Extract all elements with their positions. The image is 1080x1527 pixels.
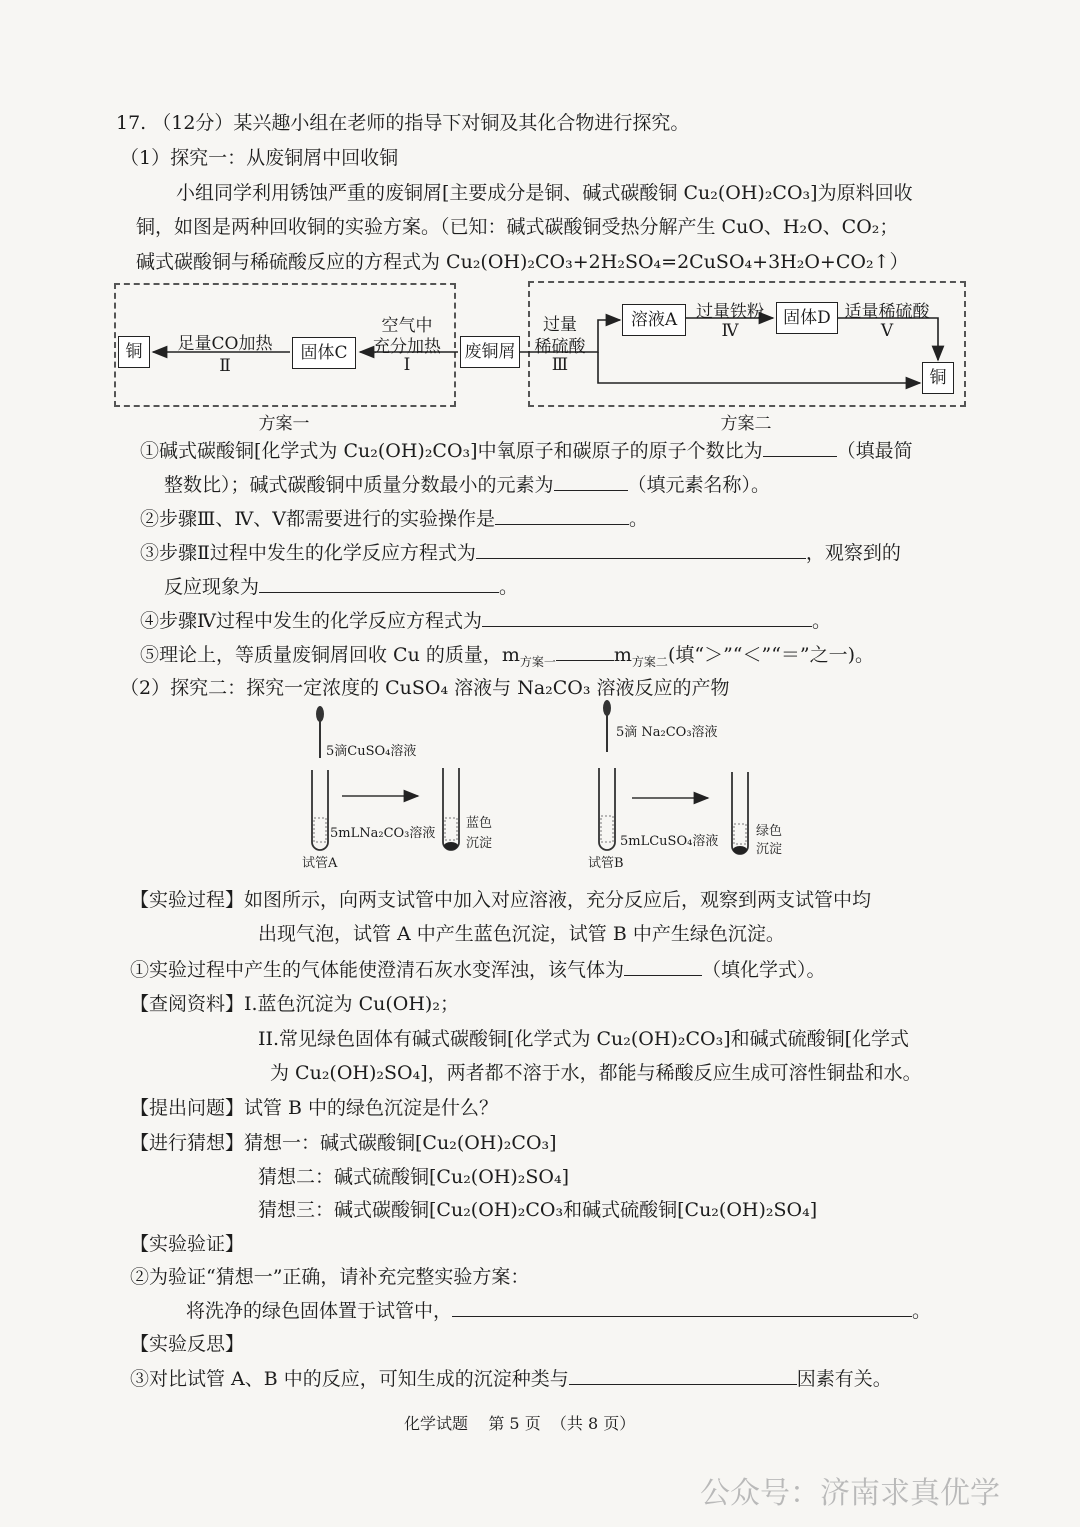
label-ppt-b1: 绿色 xyxy=(756,824,783,839)
part1-title: （1）探究一：从废铜屑中回收铜 xyxy=(120,147,399,169)
dropper-bulb-a xyxy=(316,706,324,722)
node-solid-d: 固体D xyxy=(776,302,838,334)
node-scrap: 废铜屑 xyxy=(460,336,520,368)
dropper-bulb-b xyxy=(603,700,611,716)
answer-blank-10[interactable] xyxy=(569,1366,797,1385)
step4-label: 过量铁粉 xyxy=(696,302,764,322)
verify-label: 【实验验证】 xyxy=(130,1233,245,1255)
guess-line-2: 猜想二：碱式硫酸铜[Cu₂(OH)₂SO₄] xyxy=(258,1166,570,1188)
sub-q3-line1: ③步骤Ⅱ过程中发生的化学反应方程式为 ，观察到的 xyxy=(140,542,901,564)
precipitate-a xyxy=(444,842,458,850)
label-ppt-a2: 沉淀 xyxy=(466,836,493,851)
label-ppt-b2: 沉淀 xyxy=(756,842,783,857)
ref-line-2: II.常见绿色固体有碱式碳酸铜[化学式为 Cu₂(OH)₂CO₃]和碱式硫酸铜[化学式 xyxy=(258,1028,910,1050)
intro-line-1: 小组同学利用锈蚀严重的废铜屑[主要成分是铜、碱式碳酸铜 Cu₂(OH)₂CO₃]为原料回收 xyxy=(176,182,913,204)
step4-num: Ⅳ xyxy=(721,321,739,341)
label-tube-b: 试管B xyxy=(588,856,624,871)
label-drop-b: 5滴 Na₂CO₃溶液 xyxy=(616,725,718,740)
page-footer: 化学试题 第 5 页 （共 8 页） xyxy=(404,1414,636,1433)
plan1-caption: 方案一 xyxy=(258,414,310,434)
step1-label-mid: 充分加热 xyxy=(373,337,441,357)
step5-num: Ⅴ xyxy=(880,321,894,341)
watermark: 公众号：济南求真优学 xyxy=(700,1476,1000,1511)
part2-q3: ③对比试管 A、B 中的反应，可知生成的沉淀种类与 因素有关。 xyxy=(130,1368,892,1390)
ref-line-1: 【查阅资料】I.蓝色沉淀为 Cu(OH)₂； xyxy=(130,993,459,1015)
node-solid-c: 固体C xyxy=(292,337,356,369)
sub-q4: ④步骤Ⅳ过程中发生的化学反应方程式为 。 xyxy=(140,610,831,632)
label-ppt-a1: 蓝色 xyxy=(466,816,493,831)
sub-q1-line1: ①碱式碳酸铜[化学式为 Cu₂(OH)₂CO₃]中氧原子和碳原子的原子个数比为 （填最简 xyxy=(140,440,913,462)
part2-title: （2）探究二：探究一定浓度的 CuSO₄ 溶液与 Na₂CO₃ 溶液反应的产物 xyxy=(120,677,730,699)
part2-q2: ②为验证“猜想一”正确，请补充完整实验方案： xyxy=(130,1266,530,1288)
precipitate-b xyxy=(733,846,747,854)
step5-label: 适量稀硫酸 xyxy=(844,302,930,322)
plan2-caption: 方案二 xyxy=(720,414,772,434)
step1-num: Ⅰ xyxy=(403,355,411,375)
step3-label-top: 过量 xyxy=(543,315,577,335)
node-solution-a: 溶液A xyxy=(622,304,686,336)
label-sol-a: 5mLNa₂CO₃溶液 xyxy=(330,826,436,841)
sub-q1-line2: 整数比）；碱式碳酸铜中质量分数最小的元素为 （填元素名称）。 xyxy=(164,474,771,496)
tube-a-right-liquid xyxy=(445,818,457,840)
step3-num: Ⅲ xyxy=(551,355,569,375)
step3-label-mid: 稀硫酸 xyxy=(534,337,586,357)
tube-b-right-liquid xyxy=(734,824,746,844)
step2-num: Ⅱ xyxy=(219,356,231,376)
tube-a-liquid xyxy=(314,818,326,842)
sub-q3-line2: 反应现象为 。 xyxy=(164,576,519,598)
node-copper-2: 铜 xyxy=(922,362,954,394)
answer-blank-8[interactable] xyxy=(624,957,702,976)
reflect-label: 【实验反思】 xyxy=(130,1333,245,1355)
part2-q2-line2: 将洗净的绿色固体置于试管中， 。 xyxy=(186,1300,932,1322)
sub-q2: ②步骤Ⅲ、Ⅳ、Ⅴ都需要进行的实验操作是 。 xyxy=(140,508,649,530)
proc-line-2: 出现气泡，试管 A 中产生蓝色沉淀，试管 B 中产生绿色沉淀。 xyxy=(258,923,785,945)
label-sol-b: 5mLCuSO₄溶液 xyxy=(620,834,719,849)
intro-line-2: 铜，如图是两种回收铜的实验方案。（已知：碱式碳酸铜受热分解产生 CuO、H₂O、CO₂； xyxy=(136,216,899,238)
label-drop-a: 5滴CuSO₄溶液 xyxy=(326,744,417,759)
answer-blank-9[interactable] xyxy=(452,1298,912,1317)
tube-b-liquid xyxy=(601,816,613,842)
proc-line-1: 【实验过程】如图所示，向两支试管中加入对应溶液，充分反应后，观察到两支试管中均 xyxy=(130,889,872,911)
node-copper: 铜 xyxy=(118,336,150,368)
guess-line-3: 猜想三：碱式碳酸铜[Cu₂(OH)₂CO₃和碱式硫酸铜[Cu₂(OH)₂SO₄] xyxy=(258,1199,818,1221)
step2-label: 足量CO加热 xyxy=(177,334,273,354)
label-tube-a: 试管A xyxy=(302,856,338,871)
guess-line-1: 【进行猜想】猜想一：碱式碳酸铜[Cu₂(OH)₂CO₃] xyxy=(130,1132,557,1154)
intro-line-3: 碱式碳酸铜与稀硫酸反应的方程式为 Cu₂(OH)₂CO₃+2H₂SO₄=2CuSO₄+3H₂O+CO₂↑） xyxy=(136,251,909,273)
step1-label-top: 空气中 xyxy=(381,316,433,336)
question-title: 17. （12分）某兴趣小组在老师的指导下对铜及其化合物进行探究。 xyxy=(116,112,690,134)
ref-line-3: 为 Cu₂(OH)₂SO₄]，两者都不溶于水，都能与稀酸反应生成可溶性铜盐和水。 xyxy=(270,1062,922,1084)
ask-line: 【提出问题】试管 B 中的绿色沉淀是什么？ xyxy=(130,1097,499,1119)
part2-q1: ①实验过程中产生的气体能使澄清石灰水变浑浊，该气体为 （填化学式）。 xyxy=(130,959,826,981)
sub-q5: ⑤理论上，等质量废铜屑回收 Cu 的质量，$m_{方案一}$ $m_{方案二}$(填“＞”“＜”“＝”之一)。 xyxy=(140,644,875,669)
